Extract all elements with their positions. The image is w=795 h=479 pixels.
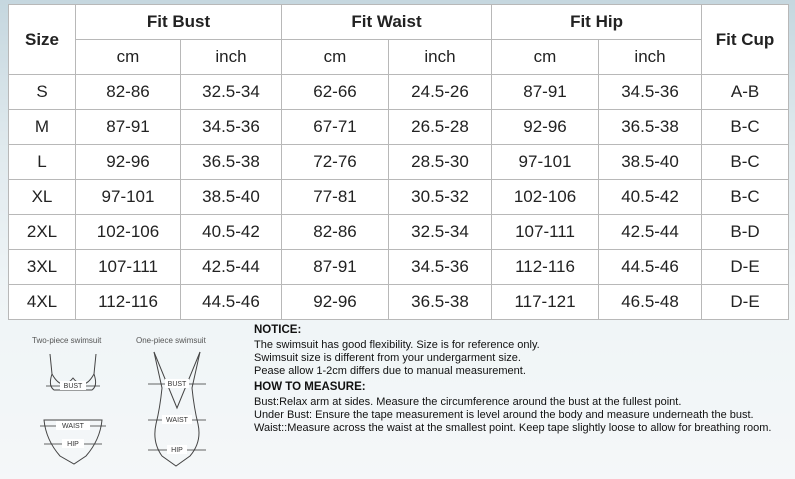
table-cell: B-D (702, 215, 789, 250)
table-cell: 40.5-42 (181, 215, 282, 250)
table-cell: 44.5-46 (181, 285, 282, 320)
table-row (9, 75, 789, 110)
notice-line: The swimsuit has good flexibility. Size is for reference only. (254, 339, 540, 351)
table-cell: 117-121 (492, 285, 599, 320)
table-cell: 107-111 (492, 215, 599, 250)
table-cell: 36.5-38 (599, 110, 702, 145)
unit-header: inch (389, 40, 492, 75)
table-cell: 36.5-38 (181, 145, 282, 180)
notice-text (254, 324, 789, 435)
notice-title: NOTICE: (254, 324, 302, 336)
table-row (9, 180, 789, 215)
hip-label: HIP (67, 441, 79, 448)
table-cell: 46.5-48 (599, 285, 702, 320)
size-cell: M (9, 110, 76, 145)
table-cell: B-C (702, 145, 789, 180)
table-cell: 77-81 (282, 180, 389, 215)
one-piece-label: One-piece swimsuit (136, 336, 206, 345)
table-cell: 24.5-26 (389, 75, 492, 110)
table-cell: 32.5-34 (181, 75, 282, 110)
size-cell: XL (9, 180, 76, 215)
table-cell: 36.5-38 (389, 285, 492, 320)
unit-header: cm (492, 40, 599, 75)
how-line: Waist::Measure across the waist at the smallest point. Keep tape slightly loose to allow for breathing room. (254, 422, 772, 434)
size-header: Size (9, 5, 76, 75)
table-cell: B-C (702, 180, 789, 215)
info-section (0, 318, 795, 479)
table-cell: 102-106 (76, 215, 181, 250)
how-line: Bust:Relax arm at sides. Measure the circumference around the bust at the fullest point. (254, 396, 682, 408)
table-row (9, 215, 789, 250)
table-cell: 34.5-36 (389, 250, 492, 285)
unit-header: inch (599, 40, 702, 75)
table-cell: 112-116 (76, 285, 181, 320)
table-cell: 107-111 (76, 250, 181, 285)
table-cell: 34.5-36 (181, 110, 282, 145)
table-cell: 92-96 (492, 110, 599, 145)
one-piece-swimsuit-icon (132, 348, 222, 476)
how-line: Under Bust: Ensure the tape measurement is level around the body and measure underneath the bust. (254, 409, 754, 421)
table-cell: 67-71 (282, 110, 389, 145)
bust-label: BUST (167, 381, 187, 388)
size-cell: 3XL (9, 250, 76, 285)
table-cell: 87-91 (76, 110, 181, 145)
table-row (9, 285, 789, 320)
bust-label: BUST (63, 383, 83, 390)
table-cell: 97-101 (492, 145, 599, 180)
table-row (9, 145, 789, 180)
unit-header: inch (181, 40, 282, 75)
table-cell: 34.5-36 (599, 75, 702, 110)
table-cell: 42.5-44 (181, 250, 282, 285)
table-cell: 82-86 (282, 215, 389, 250)
two-piece-label: Two-piece swimsuit (32, 336, 102, 345)
table-cell: 40.5-42 (599, 180, 702, 215)
unit-header: cm (76, 40, 181, 75)
table-cell: 28.5-30 (389, 145, 492, 180)
size-chart-table (8, 4, 789, 320)
table-cell: 82-86 (76, 75, 181, 110)
table-cell: 87-91 (492, 75, 599, 110)
table-cell: 102-106 (492, 180, 599, 215)
table-cell: 26.5-28 (389, 110, 492, 145)
unit-header: cm (282, 40, 389, 75)
fit-waist-header: Fit Waist (282, 5, 492, 40)
table-cell: 87-91 (282, 250, 389, 285)
table-cell: 30.5-32 (389, 180, 492, 215)
table-cell: 32.5-34 (389, 215, 492, 250)
table-cell: 97-101 (76, 180, 181, 215)
size-cell: L (9, 145, 76, 180)
size-cell: 4XL (9, 285, 76, 320)
table-row (9, 110, 789, 145)
size-cell: S (9, 75, 76, 110)
waist-label: WAIST (166, 417, 188, 424)
table-cell: D-E (702, 285, 789, 320)
fit-hip-header: Fit Hip (492, 5, 702, 40)
table-cell: 42.5-44 (599, 215, 702, 250)
table-cell: 92-96 (282, 285, 389, 320)
table-cell: 44.5-46 (599, 250, 702, 285)
two-piece-swimsuit-icon (28, 348, 118, 476)
table-cell: 72-76 (282, 145, 389, 180)
table-cell: 38.5-40 (181, 180, 282, 215)
how-to-measure-title: HOW TO MEASURE: (254, 381, 366, 393)
table-cell: D-E (702, 250, 789, 285)
waist-label: WAIST (62, 423, 84, 430)
hip-label: HIP (171, 447, 183, 454)
table-cell: 62-66 (282, 75, 389, 110)
notice-line: Swimsuit size is different from your undergarment size. (254, 352, 521, 364)
fit-bust-header: Fit Bust (76, 5, 282, 40)
table-cell: B-C (702, 110, 789, 145)
size-cell: 2XL (9, 215, 76, 250)
table-cell: 92-96 (76, 145, 181, 180)
measurement-diagrams (14, 318, 244, 479)
table-cell: A-B (702, 75, 789, 110)
fit-cup-header: Fit Cup (702, 5, 789, 75)
table-cell: 38.5-40 (599, 145, 702, 180)
notice-line: Pease allow 1-2cm differs due to manual measurement. (254, 365, 526, 377)
table-row (9, 250, 789, 285)
table-cell: 112-116 (492, 250, 599, 285)
